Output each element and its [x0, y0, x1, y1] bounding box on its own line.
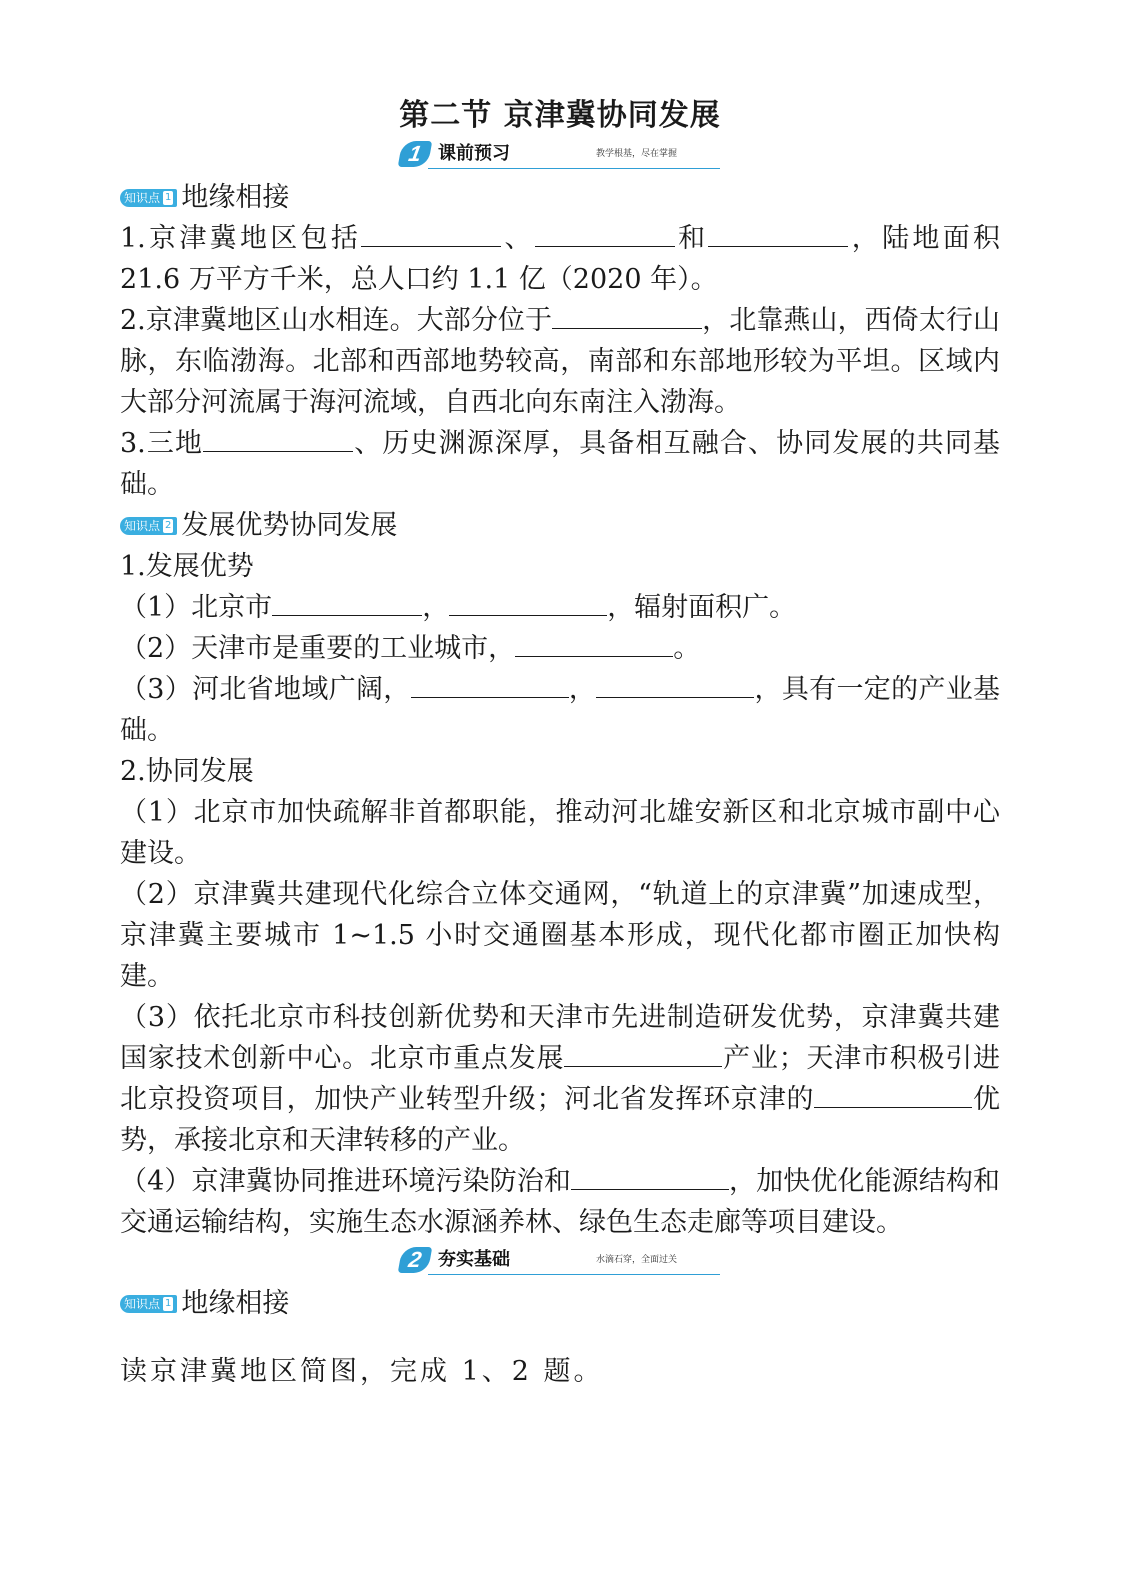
- answer-blank[interactable]: [571, 1161, 729, 1190]
- question-item: 2.京津冀地区山水相连。大部分位于 ，北靠燕山，西倚太行山脉，东临渤海。北部和西部地势较高，南部和东部地形较为平坦。区域内大部分河流属于海河流域，自西北向东南注入渤海。: [120, 300, 1000, 423]
- section-motto: 水滴石穿，全面过关: [596, 1255, 678, 1265]
- question-item: （3）河北省地域广阔， ， ，具有一定的产业基础。: [120, 669, 1000, 751]
- banner-underline: [428, 168, 720, 169]
- question-item: 1.京津冀地区包括 、 和 ，陆地面积 21.6 万平方千米，总人口约 1.1 亿（2020 年）。: [120, 218, 1000, 300]
- section-number-badge: 2: [398, 1247, 433, 1273]
- knowledge-point-badge: 知识点 1: [120, 189, 177, 207]
- content-paragraph: （1）北京市加快疏解非首都职能，推动河北雄安新区和北京城市副中心建设。: [120, 797, 1000, 869]
- answer-blank[interactable]: [708, 218, 848, 247]
- knowledge-point-badge: 知识点 1: [120, 1295, 177, 1313]
- answer-blank[interactable]: [596, 669, 754, 698]
- section-label: 夯实基础: [438, 1249, 510, 1270]
- exercise-instruction: 读京津冀地区简图，完成 1、2 题。: [120, 1356, 604, 1387]
- subsection-heading: 1.发展优势: [120, 551, 254, 582]
- question-item: （4）京津冀协同推进环境污染防治和 ，加快优化能源结构和交通运输结构，实施生态水源涵养林、绿色生态走廊等项目建设。: [120, 1161, 1000, 1243]
- question-item: 3.三地 、历史渊源深厚，具备相互融合、协同发展的共同基础。: [120, 423, 1000, 505]
- section-motto: 教学根基，尽在掌握: [596, 149, 678, 159]
- knowledge-point-badge: 知识点 2: [120, 517, 177, 535]
- content-paragraph: （2）京津冀共建现代化综合立体交通网，“轨道上的京津冀”加速成型，京津冀主要城市 1~1.5 小时交通圈基本形成，现代化都市圈正加快构建。: [120, 879, 1000, 992]
- answer-blank[interactable]: [814, 1079, 972, 1108]
- answer-blank[interactable]: [411, 669, 569, 698]
- answer-blank[interactable]: [449, 587, 607, 616]
- answer-blank[interactable]: [552, 300, 702, 329]
- answer-blank[interactable]: [203, 423, 353, 452]
- section-label: 课前预习: [438, 143, 510, 164]
- answer-blank[interactable]: [272, 587, 422, 616]
- worksheet-page: [120, 95, 1000, 1419]
- answer-blank[interactable]: [361, 218, 501, 247]
- answer-blank[interactable]: [564, 1038, 722, 1067]
- question-item: （2）天津市是重要的工业城市， 。: [120, 628, 1000, 669]
- knowledge-point-heading: [120, 177, 1000, 218]
- section-number-badge: 1: [398, 141, 433, 167]
- page-title: 第二节 京津冀协同发展: [399, 98, 721, 133]
- knowledge-point-title: 地缘相接: [181, 182, 290, 213]
- answer-blank[interactable]: [535, 218, 675, 247]
- banner-underline: [428, 1274, 720, 1275]
- knowledge-point-heading: [120, 505, 1000, 546]
- knowledge-point-title: 地缘相接: [181, 1288, 290, 1319]
- answer-blank[interactable]: [515, 628, 673, 657]
- question-item: （1）北京市 ， ，辐射面积广。: [120, 587, 1000, 628]
- section-banner-foundation: [120, 1245, 1000, 1279]
- subsection-heading: 2.协同发展: [120, 756, 254, 787]
- question-item: （3）依托北京市科技创新优势和天津市先进制造研发优势，京津冀共建国家技术创新中心。北京市重点发展 产业；天津市积极引进北京投资项目，加快产业转型升级；河北省发挥环京津的 优势，承接北京和天津转移的产业。: [120, 1002, 1001, 1156]
- section-banner-preview: [120, 139, 1000, 173]
- knowledge-point-title: 发展优势协同发展: [181, 510, 398, 541]
- knowledge-point-heading: [120, 1283, 1000, 1324]
